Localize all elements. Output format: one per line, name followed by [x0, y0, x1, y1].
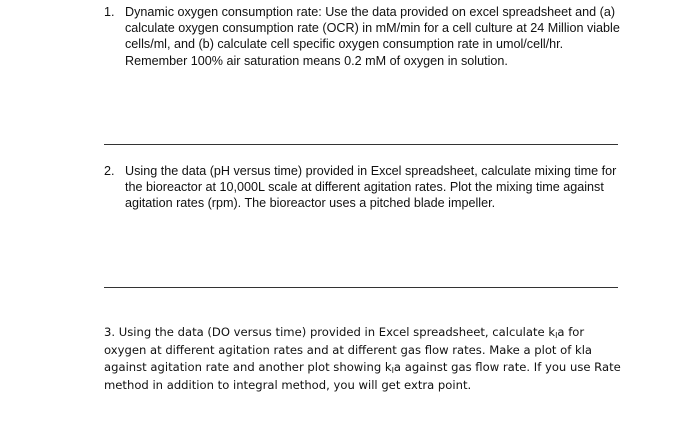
- question-2-number: 2.: [104, 164, 115, 178]
- question-2-text: Using the data (pH versus time) provided in Excel spreadsheet, calculate mixing time for the bioreactor at 10,000L scale at different agitation rates. Plot the mixing time against agitation rates (rpm). The bioreactor uses a pitched blade impeller.: [125, 164, 617, 211]
- question-3-text-part2: a for oxygen at different agitation rates and at different gas flow rates. Make a plot of kla against agitation rate and another plot showing k: [104, 325, 593, 375]
- question-3-text-part1: Using the data (DO versus time) provided in Excel spreadsheet, calculate k: [118, 325, 556, 339]
- question-3: [104, 324, 624, 394]
- question-1: [104, 4, 624, 69]
- question-1-number: 1.: [104, 5, 115, 19]
- question-3-number: 3.: [104, 325, 116, 339]
- question-2: [104, 163, 624, 212]
- question-1-text: Dynamic oxygen consumption rate: Use the data provided on excel spreadsheet and (a) calculate oxygen consumption rate (OCR) in mM/min for a cell culture at 24 Million viable cells/ml, and (b) calculate cell specific oxygen consumption rate in umol/cell/hr. Remember 100% air saturation means 0.2 mM of oxygen in solution.: [125, 5, 620, 68]
- answer-divider-1: [104, 144, 618, 145]
- kla-subscript-1: l: [555, 330, 558, 341]
- question-3-text: [104, 324, 624, 394]
- answer-divider-2: [104, 287, 618, 288]
- kla-subscript-2: l: [391, 365, 394, 376]
- question-3-text-part3: a against gas flow rate. If you use Rate method in addition to integral method, you will get extra point.: [104, 360, 621, 392]
